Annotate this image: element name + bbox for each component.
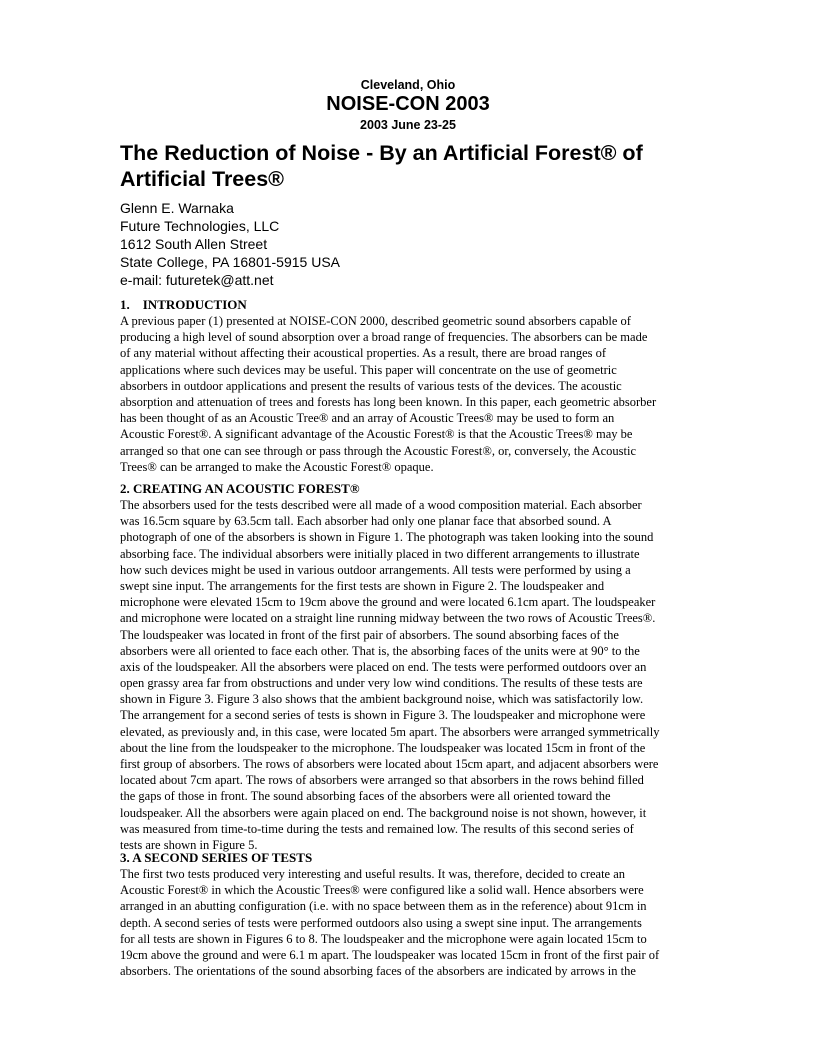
conference-date: 2003 June 23-25: [360, 118, 456, 132]
text-line: of any material without affecting their acoustical properties. As a result, there are broad ranges of: [120, 346, 607, 361]
text-line: Trees® can be arranged to make the Acoustic Forest® opaque.: [120, 459, 434, 474]
text-line: axis of the loudspeaker. All the absorbers were placed on end. The tests were performed outdoors over an: [120, 659, 647, 674]
text-line: The absorbers used for the tests described were all made of a wood composition material. Each absorber: [120, 498, 642, 512]
text-line: for all tests are shown in Figures 6 to 8. The loudspeaker and the microphone were again located 15cm to: [120, 931, 647, 946]
text-line: microphone were elevated 15cm to 19cm above the ground and were located 6.1cm apart. The loudspeaker: [120, 595, 656, 610]
text-line: shown in Figure 3. Figure 3 also shows that the ambient background noise, which was satisfactorily low.: [120, 692, 644, 707]
author-email: e-mail: futuretek@att.net: [120, 272, 274, 288]
text-line: applications where such devices may be useful. This paper will concentrate on the use of geometric: [120, 362, 617, 377]
text-line: absorbers. The orientations of the sound absorbing faces of the absorbers are indicated by arrows in the: [120, 964, 636, 979]
author-company: Future Technologies, LLC: [120, 218, 280, 234]
text-line: how such devices might be used in various outdoor arrangements. All tests were performed by using a: [120, 562, 631, 577]
text-line: depth. A second series of tests were performed outdoors also using a swept sine input. The arrangements: [120, 915, 642, 930]
text-line: has been thought of as an Acoustic Tree® and an array of Acoustic Trees® may be used to form an: [120, 411, 615, 426]
author-city: State College, PA 16801-5915 USA: [120, 254, 341, 270]
text-line: The arrangement for a second series of tests is shown in Figure 3. The loudspeaker and microphone were: [120, 708, 646, 723]
author-street: 1612 South Allen Street: [120, 236, 268, 252]
text-line: Acoustic Forest® in which the Acoustic Trees® were configured like a solid wall. Hence absorbers were: [120, 883, 644, 898]
text-line: producing a high level of sound absorption over a broad range of frequencies. The absorbers can be made: [120, 330, 648, 345]
section-heading: 2. CREATING AN ACOUSTIC FOREST®: [120, 481, 360, 496]
text-line: first group of absorbers. The rows of absorbers were located about 15cm apart, and adjacent absorbers were: [120, 757, 659, 771]
text-line: absorption and attenuation of trees and forests has long been known. In this paper, each geometric absorber: [120, 394, 657, 409]
conference-location: Cleveland, Ohio: [360, 78, 456, 92]
text-line: located about 7cm apart. The rows of absorbers were arranged so that absorbers in the rows behind filled: [120, 773, 644, 788]
section-body: [120, 313, 710, 475]
text-line: elevated, as previously and, in this case, were located 5m apart. The absorbers were arranged symmetrically: [120, 724, 660, 739]
text-line: loudspeaker. All the absorbers were again placed on end. The background noise is not shown, however, it: [120, 805, 647, 820]
text-line: the gaps of those in front. The sound absorbing faces of the absorbers were all oriented toward the: [120, 789, 611, 804]
text-line: The first two tests produced very interesting and useful results. It was, therefore, decided to create an: [120, 867, 626, 881]
text-line: was 16.5cm square by 63.5cm tall. Each absorber had only one planar face that absorbed sound. A: [120, 514, 612, 529]
text-line: arranged in an abutting configuration (i.e. with no space between them as in the reference) about 91cm in: [120, 899, 647, 914]
text-line: swept sine input. The arrangements for the first tests are shown in Figure 2. The loudspeaker and: [120, 578, 605, 593]
text-line: Acoustic Forest®. A significant advantage of the Acoustic Forest® is that the Acoustic Trees® may be: [120, 427, 633, 442]
text-line: and microphone were located on a straight line running midway between the two rows of Acoustic Trees®.: [120, 611, 656, 626]
text-line: A previous paper (1) presented at NOISE-CON 2000, described geometric sound absorbers capable of: [120, 314, 631, 328]
text-line: photograph of one of the absorbers is shown in Figure 1. The photograph was taken looking into the sound: [120, 530, 654, 545]
text-line: The loudspeaker was located in front of the first pair of absorbers. The sound absorbing faces of the: [120, 627, 619, 642]
text-line: arranged so that one can see through or pass through the Acoustic Forest®, or, conversely, the Acoustic: [120, 443, 637, 458]
conference-name: NOISE-CON 2003: [326, 93, 490, 115]
section-heading: 3. A SECOND SERIES OF TESTS: [120, 850, 313, 865]
section-heading: 1. INTRODUCTION: [120, 297, 247, 312]
text-line: 19cm above the ground and were 6.1 m apart. The loudspeaker was located 15cm in front of the first pair of: [120, 947, 660, 962]
section-body: [120, 866, 710, 979]
author-name: Glenn E. Warnaka: [120, 200, 234, 216]
paper-title: The Reduction of Noise - By an Artificial Forest® of Artificial Trees®: [120, 141, 643, 191]
text-line: was measured from time-to-time during the tests and remained low. The results of this second series of: [120, 821, 634, 836]
text-line: open grassy area far from obstructions and under very low wind conditions. The results of these tests are: [120, 676, 643, 691]
text-line: absorbers were all oriented to face each other. That is, the absorbing faces of the units were at 90° to the: [120, 643, 640, 658]
text-line: tests are shown in Figure 5.: [120, 837, 258, 852]
text-line: absorbers in outdoor applications and present the results of various tests of the devices. The acoustic: [120, 378, 622, 393]
text-line: about the line from the loudspeaker to the microphone. The loudspeaker was located 15cm in front of the: [120, 740, 646, 755]
section-body: [120, 497, 710, 853]
text-line: absorbing face. The individual absorbers were initially placed in two different arrangements to illustrate: [120, 546, 640, 561]
